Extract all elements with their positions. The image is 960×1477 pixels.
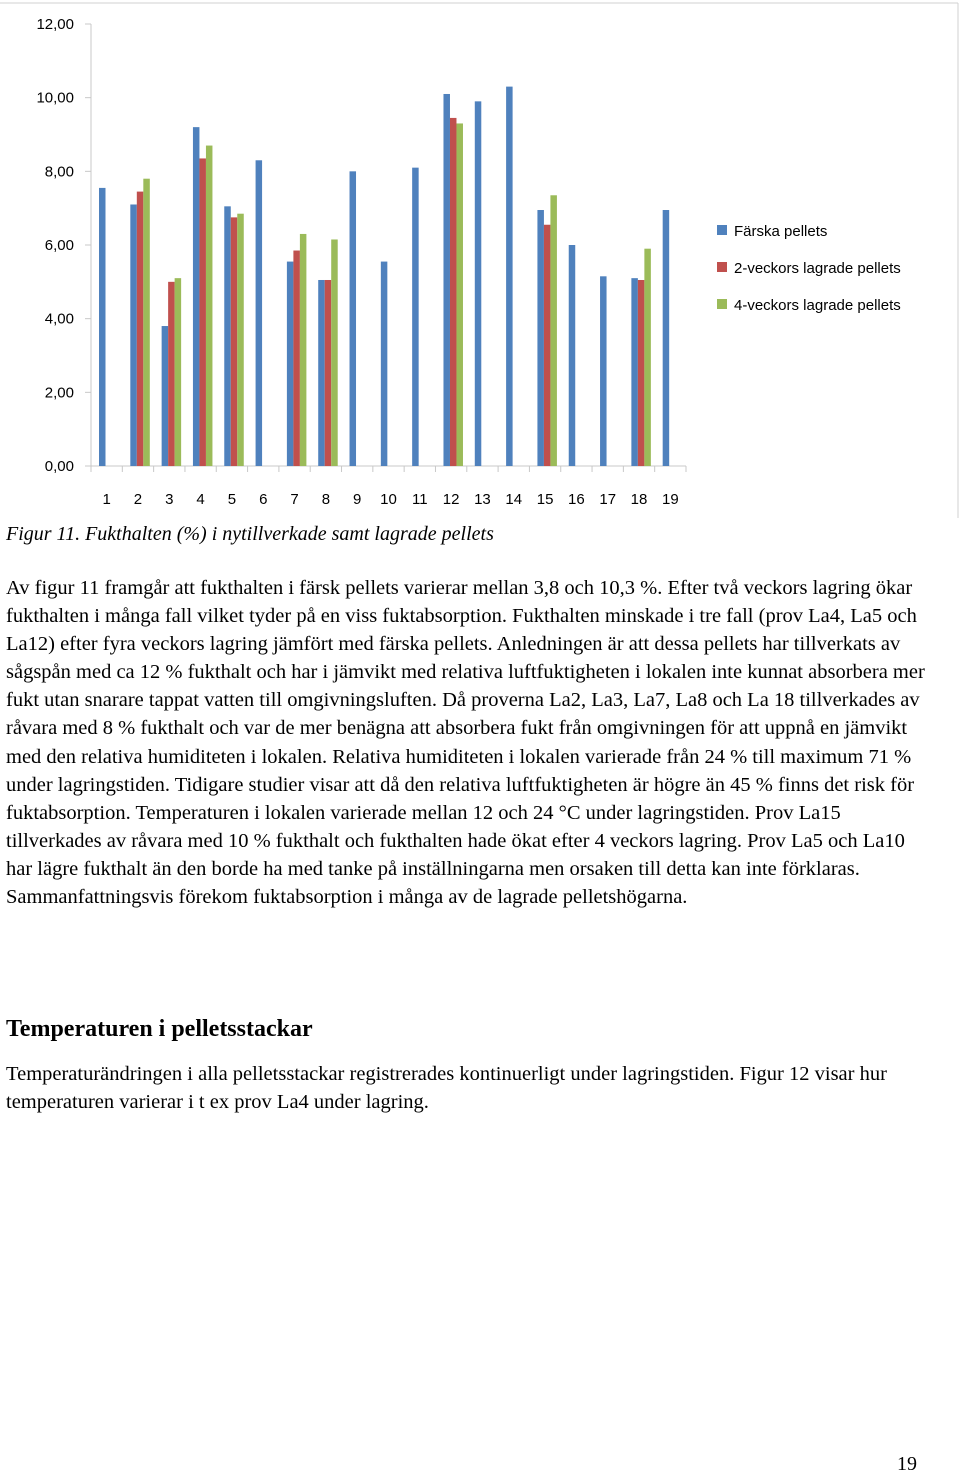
bar-four-week <box>644 249 651 466</box>
bar-fresh <box>256 160 263 466</box>
x-tick-label: 8 <box>321 491 331 508</box>
bar-fresh <box>600 276 607 466</box>
bar-two-week <box>325 280 332 466</box>
x-tick-label: 5 <box>227 491 237 508</box>
x-tick-label: 4 <box>196 491 205 508</box>
y-tick-label: 10,00 <box>36 89 74 107</box>
x-tick-label: 15 <box>536 491 554 508</box>
x-axis-ticks <box>91 466 686 508</box>
bar-four-week <box>456 123 463 466</box>
x-tick-label: 2 <box>133 491 143 508</box>
bar-fresh <box>130 204 137 466</box>
bar-four-week <box>331 239 338 466</box>
chart-legend <box>717 223 901 314</box>
y-tick-label: 12,00 <box>36 16 74 33</box>
bar-four-week <box>206 146 213 466</box>
bar-two-week <box>137 192 144 466</box>
x-tick-label: 16 <box>568 491 585 508</box>
bar-two-week <box>168 282 175 466</box>
bar-fresh <box>631 278 638 466</box>
bar-fresh <box>537 210 544 466</box>
x-tick-label: 11 <box>412 491 428 508</box>
x-tick-label: 10 <box>380 491 397 508</box>
bar-four-week <box>300 234 307 466</box>
x-tick-label: 1 <box>102 491 111 508</box>
bar-two-week <box>293 251 300 466</box>
bar-fresh <box>193 127 200 466</box>
bar-fresh <box>287 262 294 466</box>
bar-four-week <box>237 214 244 466</box>
page-number: 19 <box>897 1453 917 1475</box>
legend-swatch <box>717 225 727 235</box>
bar-fresh <box>663 210 670 466</box>
y-tick-label: 4,00 <box>44 310 74 328</box>
bar-two-week <box>231 217 238 466</box>
legend-swatch <box>717 299 727 309</box>
figure-caption: Figur 11. Fukthalten (%) i nytillverkade samt lagrade pellets <box>6 523 494 545</box>
bar-fresh <box>162 326 169 466</box>
bar-fresh <box>412 168 419 466</box>
bar-fresh <box>224 206 231 466</box>
y-tick-label: 0,00 <box>44 458 74 475</box>
bar-fresh <box>350 171 357 466</box>
bar-chart <box>0 0 960 520</box>
x-tick-label: 9 <box>353 491 362 508</box>
bar-four-week <box>143 179 150 466</box>
bar-two-week <box>544 225 551 466</box>
bar-two-week <box>199 158 206 466</box>
bar-two-week <box>638 280 645 466</box>
x-tick-label: 14 <box>505 491 523 508</box>
legend-label: Färska pellets <box>734 223 828 240</box>
x-tick-label: 13 <box>474 491 491 508</box>
x-tick-label: 7 <box>290 491 299 508</box>
legend-label: 4-veckors lagrade pellets <box>734 297 901 314</box>
bar-fresh <box>99 188 106 466</box>
x-tick-label: 19 <box>661 491 679 508</box>
x-tick-label: 6 <box>259 491 268 508</box>
bar-four-week <box>175 278 182 466</box>
x-tick-label: 17 <box>599 491 617 508</box>
legend-swatch <box>717 262 727 272</box>
bar-fresh <box>443 94 450 466</box>
bar-two-week <box>450 118 457 466</box>
bar-fresh <box>569 245 576 466</box>
y-tick-label: 8,00 <box>44 163 74 181</box>
bar-fresh <box>475 101 482 466</box>
body-paragraph: Av figur 11 framgår att fukthalten i färsk pellets varierar mellan 3,8 och 10,3 %. Efter två veckors lagring ökar fukthalten i många fall vilket tyder på en viss fuktabsorption. Fukthalten minskade i tre fall (prov La4, La5 och La12) efter fyra veckors lagring jämfört med färska pellets. Anledningen är att dessa pellets har tillverkats av sågspån med ca 12 % fukthalt och har i jämvikt med relativa luftfuktigheten i lokalen inte kunnat absorbera mer fukt utan snarare tappat vatten till omgivningsluften. Då proverna La2, La3, La7, La8 och La 18 tillverkades av råvara med 8 % fukthalt och var de mer benägna att absorbera fukt från omgivningen för att uppnå en jämvikt med den relativa humiditeten i lokalen. Relativa humiditeten i lokalen varierade från 24 % till maximum 71 % under lagringstiden. Tidigare studier visar att då den relativa luftfuktigheten är högre än 45 % finns det risk för fuktabsorption. Temperaturen i lokalen varierade mellan 12 och 24 °C under lagringstiden. Prov La15 tillverkades av råvara med 10 % fukthalt och fukthalten hade ökat efter 4 veckors lagring. Prov La5 och La10 har lägre fukthalt än den borde ha med tanke på inställningarna men orsaken till detta kan inte förklaras. Sammanfattningsvis förekom fuktabsorption i många av de lagrade pelletshögarna. <box>6 577 925 909</box>
bar-four-week <box>550 195 557 466</box>
section-heading: Temperaturen i pelletsstackar <box>6 1016 313 1042</box>
bar-fresh <box>381 262 388 466</box>
bar-series-group <box>99 87 669 466</box>
x-tick-label: 3 <box>165 491 174 508</box>
x-tick-label: 18 <box>630 491 648 508</box>
legend-label: 2-veckors lagrade pellets <box>734 260 901 277</box>
bar-fresh <box>506 87 512 466</box>
x-tick-label: 12 <box>442 491 460 508</box>
y-axis-ticks <box>36 16 91 475</box>
y-tick-label: 6,00 <box>44 237 74 254</box>
y-tick-label: 2,00 <box>44 384 74 402</box>
chart-area <box>0 0 960 520</box>
bar-fresh <box>318 280 325 466</box>
section-paragraph: Temperaturändringen i alla pelletsstackar registrerades kontinuerligt under lagringstiden. Figur 12 visar hur temperaturen varierar i t ex prov La4 under lagring. <box>6 1063 887 1114</box>
